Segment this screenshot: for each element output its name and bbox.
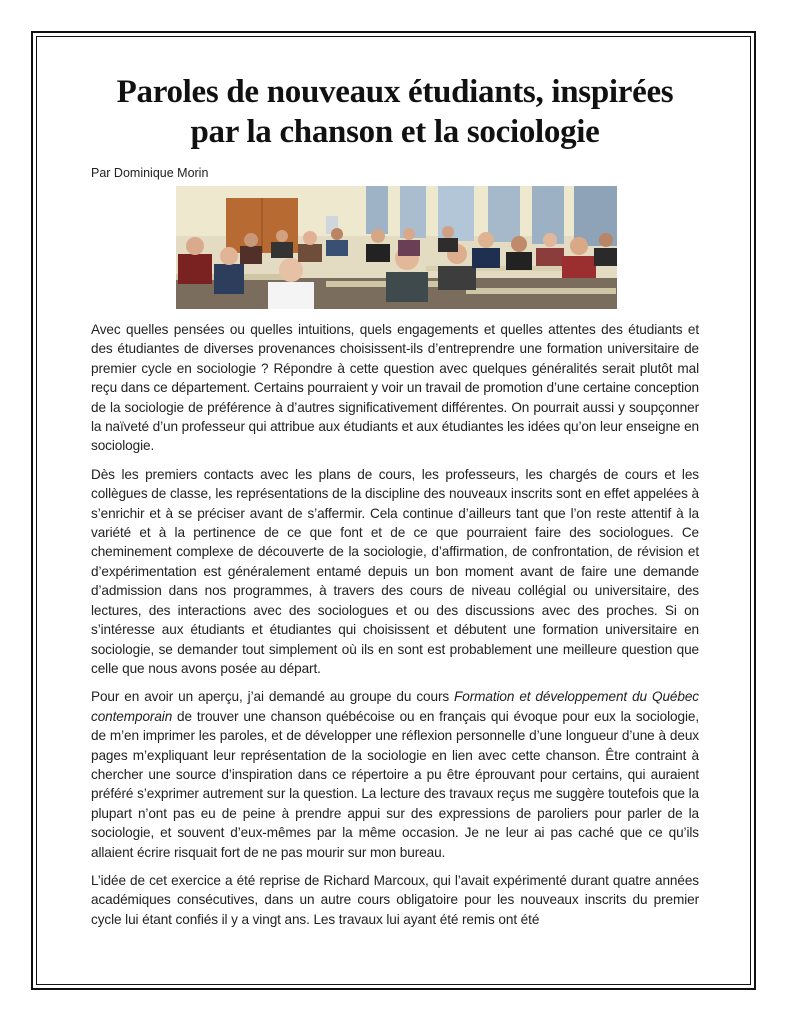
classroom-students-photo — [176, 186, 617, 309]
article-title — [91, 72, 699, 152]
paragraph-4: L’idée de cet exercice a été reprise de Richard Marcoux, qui l’avait expérimenté durant quatre années académiques consécutives, dans un autre cours obligatoire pour les nouveaux inscrits du premier cycle lui étant confiés il y a vingt ans. Les travaux lui ayant été remis ont été — [91, 872, 699, 927]
title-line-1: Paroles de nouveaux étudiants, inspirées — [116, 74, 674, 110]
paragraph-3-intro: Pour en avoir un aperçu, j’ai demandé au groupe du cours — [91, 689, 455, 705]
paragraph-3-rest: de trouver une chanson québécoise ou en français qui évoque pour eux la sociologie, de m’en imprimer les paroles, et de développer une réflexion personnelle d’une longueur d’une à deux pages m’expliquant leur représentation de la sociologie en lien avec cette chanson. Être contraint à chercher une source d’inspiration dans ce répertoire a pu être éprouvant pour certains, qui auraient préféré s’exprimer autrement sur la question. La lecture des travaux reçus me suggère toutefois que la plupart n’ont pas eu de peine à prendre appui sur des expressions de paroliers pour parler de la sociologie, et souvent d’eux-mêmes par la même occasion. Je ne leur ai pas caché que ce qu’ils allaient écrire risquait fort de ne pas mourir sur mon bureau. — [91, 708, 699, 860]
course-title: Formation et développement du Québec contemporain — [91, 689, 699, 724]
paragraph-1: Avec quelles pensées ou quelles intuitions, quels engagements et quelles attentes des étudiants et des étudiantes de diverses provenances choisissent-ils d’entreprendre une formation universitaire de premier cycle en sociologie ? Répondre à cette question avec quelques généralités serait plutôt mal reçu dans ce département. Certains pourraient y voir un travail de promotion d’une certaine conception de la sociologie de préférence à d’autres significativement différentes. On pourrait aussi y soupçonner la naïveté d’un professeur qui attribue aux étudiants et aux étudiantes les idées qu’on leur enseigne en sociologie. — [91, 322, 699, 454]
paragraph-3 — [91, 687, 699, 862]
article-content — [91, 72, 699, 938]
title-line-2: par la chanson et la sociologie — [190, 114, 600, 150]
article-body — [91, 320, 699, 929]
author-byline: Par Dominique Morin — [91, 166, 209, 180]
paragraph-2: Dès les premiers contacts avec les plans de cours, les professeurs, les chargés de cours et les collègues de classe, les représentations de la discipline des nouveaux inscrits sont en effet appelées à s’enrichir et à se préciser avant de s’affermir. Cela continue d’ailleurs tant que l’on reste attentif à la variété et à la pertinence de ce que font et de ce que pourraient faire des sociologues. Ce cheminement complexe de découverte de la sociologie, d’affirmation, de confrontation, de révision et d’expérimentation est généralement entamé depuis un bon moment avant de faire une demande d’admission dans nos programmes, à travers des cours de niveau collégial ou universitaire, des lectures, des interactions avec des sociologues et ou des discussions avec des proches. Si on s’intéresse aux étudiants et étudiantes qui choisissent et débutent une formation universitaire en sociologie, se demander tout simplement où ils en sont est probablement une meilleure question que celle que nous avons posée au départ. — [91, 466, 699, 676]
